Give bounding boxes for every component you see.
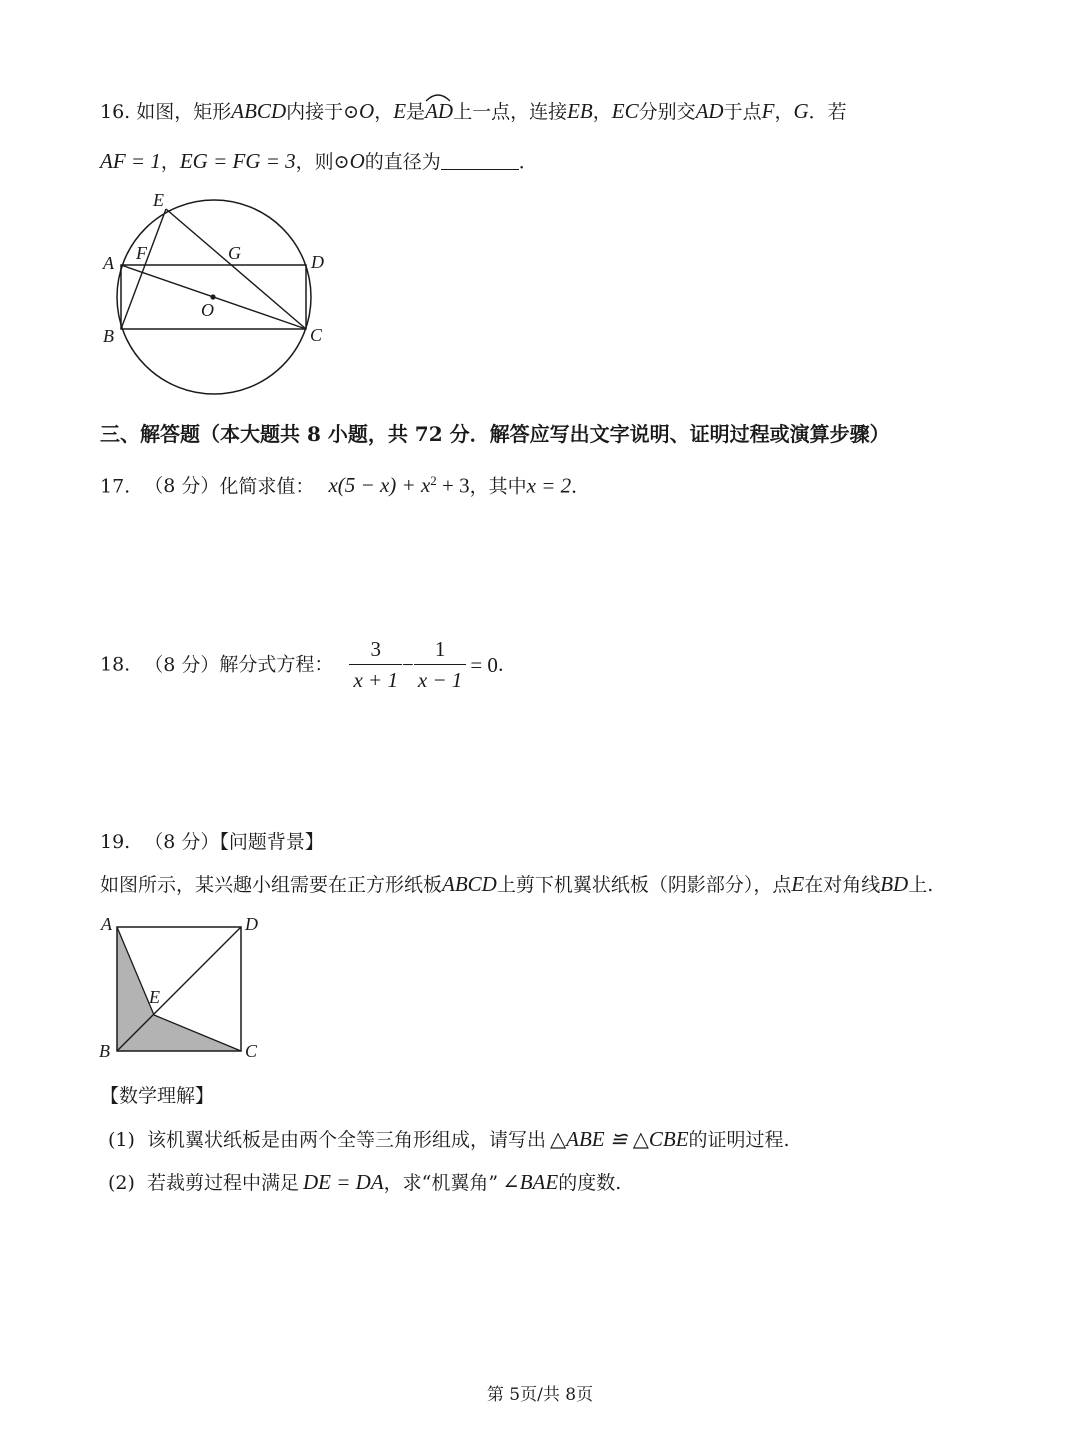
label-E: E xyxy=(149,987,160,1007)
q16-line1: 16. 如图，矩形ABCD内接于⊙O，E是 AD上一点，连接EB，EC分别交AD于点F，G．若 xyxy=(100,98,847,125)
label-D: D xyxy=(245,914,258,934)
center-dot xyxy=(210,294,215,299)
segment-EB xyxy=(121,209,166,329)
q16-figure xyxy=(96,186,336,406)
label-C: C xyxy=(245,1041,258,1061)
label-C: C xyxy=(310,325,323,345)
label-A: A xyxy=(101,914,112,934)
section-heading: 三、解答题（本大题共 8 小题，共 72 分．解答应写出文字说明、证明过程或演算步骤） xyxy=(100,422,890,446)
q17-number: 17. xyxy=(100,475,131,498)
answer-blank xyxy=(441,151,519,170)
q17: 17. （8 分）化简求值： $x(5 - x) + x^2 + 3$，其中x = 2． xyxy=(100,473,591,498)
q19-part1: (1) 该机翼状纸板是由两个全等三角形组成，请写出 △ABE ≌ △CBE的证明过程. xyxy=(108,1127,790,1151)
arc-mark-icon xyxy=(424,92,452,102)
fraction-1: $\frac{3}{x + 1}$ xyxy=(349,636,402,693)
q18: 18. （8 分）解分式方程： $\frac{3}{x + 1}$ − $\frac{1}{x - 1}$ = 0． xyxy=(100,637,517,692)
q19-background: 如图所示，某兴趣小组需要在正方形纸板ABCD上剪下机翼状纸板（阴影部分），点E在对角线BD上. xyxy=(100,872,934,896)
label-O: O xyxy=(201,300,214,320)
segment-EC xyxy=(166,209,306,329)
q19-number: 19. xyxy=(100,831,131,853)
label-G: G xyxy=(228,243,241,263)
arc-AD: AD xyxy=(425,98,453,124)
q16-number: 16. xyxy=(100,101,131,123)
q19-header: 19. （8 分）【问题背景】 xyxy=(100,831,324,853)
q16-line2: AF = 1，EG = FG = 3，则⊙O的直径为 ． xyxy=(100,149,538,173)
page-footer: 第 5页/共 8页 xyxy=(486,1385,594,1405)
q19-math-title: 【数学理解】 xyxy=(100,1085,215,1107)
label-D: D xyxy=(311,252,324,272)
label-E: E xyxy=(153,190,164,210)
q19-part2: (2) 若裁剪过程中满足 DE = DA，求“机翼角” ∠BAE的度数. xyxy=(108,1170,622,1194)
label-B: B xyxy=(99,1041,110,1061)
label-A: A xyxy=(103,253,114,273)
q18-number: 18. xyxy=(100,653,131,676)
q19-figure xyxy=(96,910,276,1065)
label-B: B xyxy=(103,326,114,346)
fraction-2: $\frac{1}{x - 1}$ xyxy=(414,636,467,693)
label-F: F xyxy=(136,243,147,263)
